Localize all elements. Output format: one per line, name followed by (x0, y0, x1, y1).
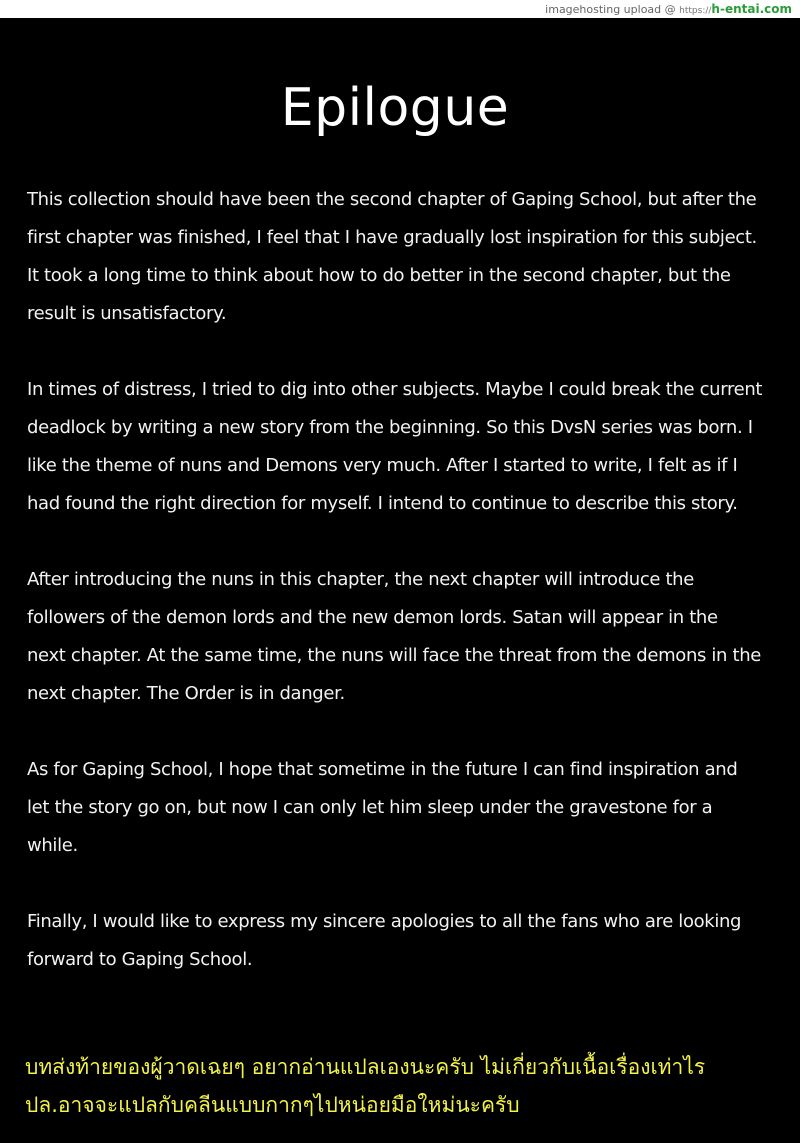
text-line: Finally, I would like to express my sincere apologies to all the fans who are looking (27, 911, 742, 932)
translator-note (25, 1048, 790, 1124)
watermark-strip (0, 0, 800, 18)
text-line: As for Gaping School, I hope that sometime in the future I can find inspiration and (27, 759, 738, 780)
watermark-scheme: https:// (679, 6, 712, 16)
text-line: next chapter. At the same time, the nuns will face the threat from the demons in the (27, 645, 761, 666)
epilogue-page (0, 18, 800, 1143)
text-line: It took a long time to think about how to do better in the second chapter, but the (27, 265, 731, 286)
text-line: result is unsatisfactory. (27, 303, 227, 324)
text-line: This collection should have been the second chapter of Gaping School, but after the (27, 189, 757, 210)
text-line: first chapter was finished, I feel that I have gradually lost inspiration for this subject. (27, 227, 757, 248)
paragraph-4 (27, 751, 793, 865)
translator-note-line: บทส่งท้ายของผู้วาดเฉยๆ อยากอ่านแปลเองนะครับ ไม่เกี่ยวกับเนื้อเรื่องเท่าไร (25, 1055, 706, 1079)
watermark-domain: h-entai.com (711, 2, 792, 16)
paragraph-5 (27, 903, 793, 979)
text-line: After introducing the nuns in this chapter, the next chapter will introduce the (27, 569, 694, 590)
paragraph-3 (27, 561, 793, 713)
watermark-prefix: imagehosting upload @ (545, 3, 676, 16)
translator-note-line: ปล.อาจจะแปลกับคลีนแบบกากๆไปหน่อยมือใหม่นะครับ (25, 1093, 520, 1117)
text-line: forward to Gaping School. (27, 949, 253, 970)
paragraph-1 (27, 181, 793, 333)
paragraph-2 (27, 371, 793, 523)
text-line: let the story go on, but now I can only let him sleep under the gravestone for a (27, 797, 713, 818)
text-line: while. (27, 835, 78, 856)
text-line: next chapter. The Order is in danger. (27, 683, 345, 704)
text-line: like the theme of nuns and Demons very much. After I started to write, I felt as if I (27, 455, 738, 476)
text-line: followers of the demon lords and the new demon lords. Satan will appear in the (27, 607, 718, 628)
watermark (545, 2, 792, 18)
text-line: deadlock by writing a new story from the beginning. So this DvsN series was born. I (27, 417, 753, 438)
epilogue-body (27, 181, 793, 1017)
text-line: had found the right direction for myself. I intend to continue to describe this story. (27, 493, 738, 514)
page-title: Epilogue (280, 78, 510, 138)
text-line: In times of distress, I tried to dig into other subjects. Maybe I could break the current (27, 379, 763, 400)
